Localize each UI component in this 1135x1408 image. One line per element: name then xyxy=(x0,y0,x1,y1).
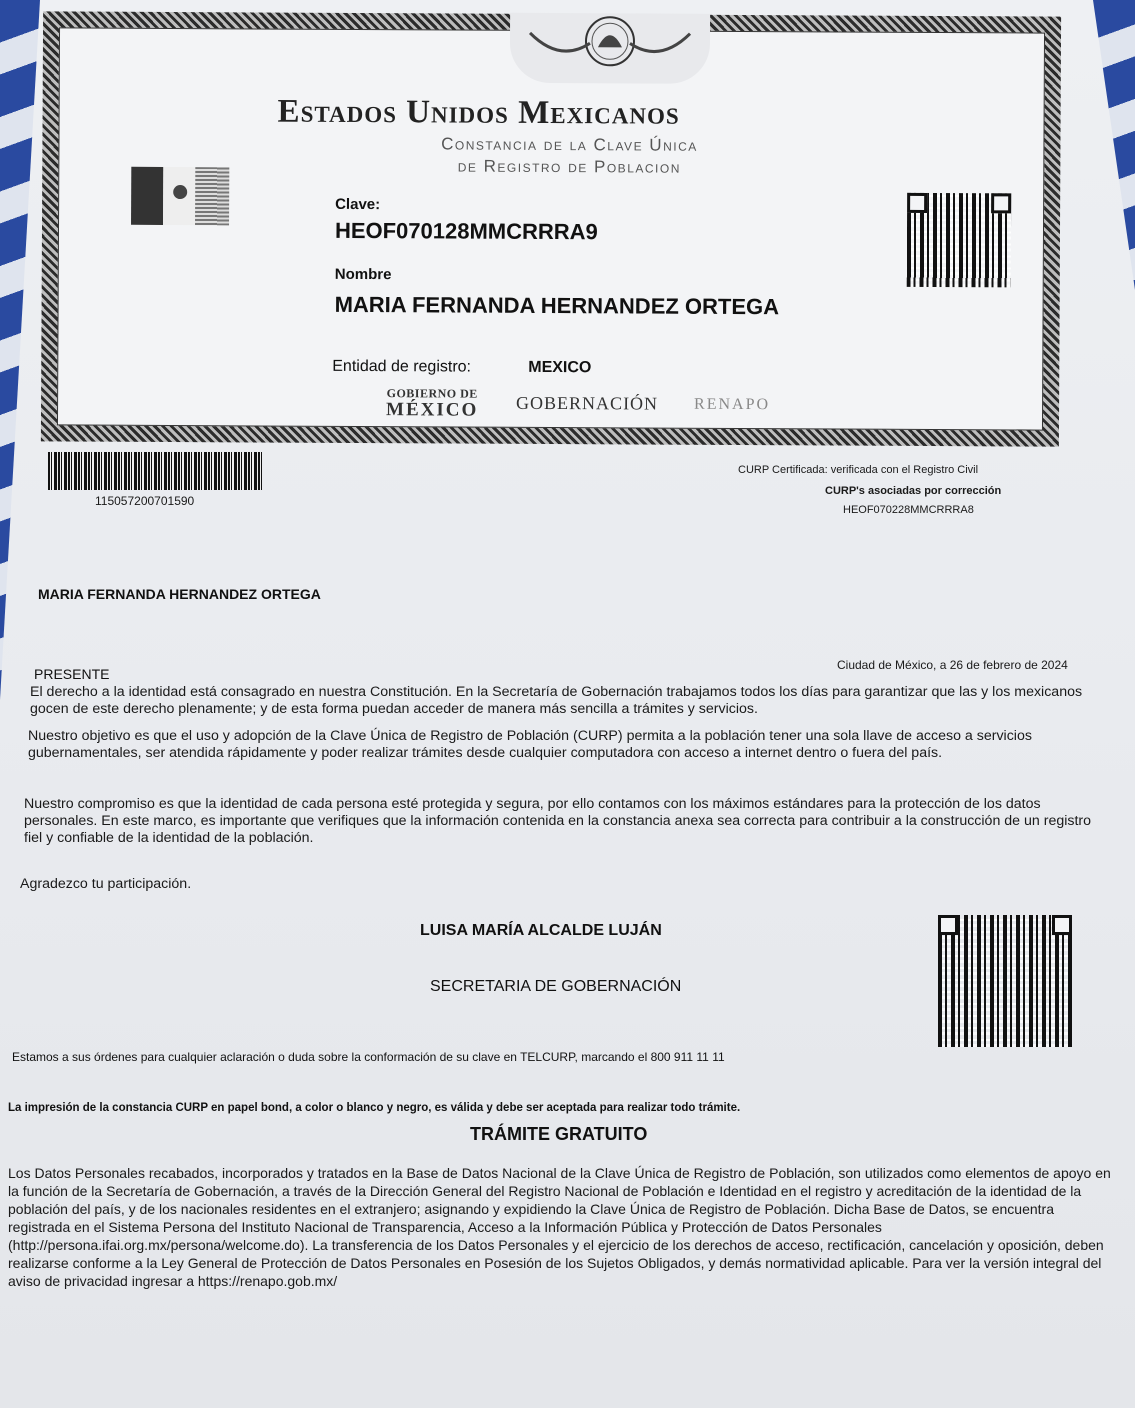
print-validity-note: La impresión de la constancia CURP en papel bond, a color o blanco y negro, es válida y debe ser aceptada para realizar todo trámite. xyxy=(8,1102,741,1114)
recipient-name: MARIA FERNANDA HERNANDEZ ORTEGA xyxy=(38,586,321,602)
certificate-subtitle-1: Constancia de la Clave Única xyxy=(441,134,698,155)
country-title: Estados Unidos Mexicanos xyxy=(277,93,680,132)
clave-label: Clave: xyxy=(335,195,381,214)
presente-label: PRESENTE xyxy=(34,666,110,682)
folio-number: 115057200701590 xyxy=(95,494,195,508)
nombre-label: Nombre xyxy=(334,265,392,284)
folio-barcode xyxy=(48,452,262,490)
entidad-value: MEXICO xyxy=(528,358,592,377)
gobernacion-logo: GOBERNACIÓN xyxy=(516,392,659,414)
national-seal xyxy=(510,13,710,84)
gobierno-logo-line1: GOBIERNO DE xyxy=(386,386,478,401)
gobierno-logo-line2: MÉXICO xyxy=(385,399,479,421)
certificate-qr-code xyxy=(907,193,1011,288)
signer-title: SECRETARIA DE GOBERNACIÓN xyxy=(430,978,682,995)
renapo-logo: RENAPO xyxy=(694,395,771,414)
paragraph-1: El derecho a la identidad está consagrado en nuestra Constitución. En la Secretaría de Gobernación trabajamos todos los días para garantizar que las y los mexicanos gocen de este derecho plenamente; y de esta forma puedan acceder de manera más sencilla a trámites y servicios. xyxy=(30,684,1083,717)
entidad-label: Entidad de registro: xyxy=(332,357,472,376)
paragraph-2: Nuestro objetivo es que el uso y adopción de la Clave Única de Registro de Población (CURP) permita a la población tener una sola llave de acceso a servicios gubernamentales, ser atendida rápidamente y poder realizar trámites desde cualquier computadora con acceso a internet dentro o fuera del país. xyxy=(28,728,1032,761)
eagle-seal-icon xyxy=(510,13,710,84)
certificate-frame xyxy=(41,11,1061,446)
flag-icon xyxy=(131,167,229,226)
letter-qr-code xyxy=(938,915,1072,1047)
signer-name: LUISA MARÍA ALCALDE LUJÁN xyxy=(420,922,662,939)
privacy-notice: Los Datos Personales recabados, incorporados y tratados en la Base de Datos Nacional de la Clave Única de Registro de Población, son utilizados como elementos de apoyo en la función de la Secretaría de Gobernación, a través de la Dirección General del Registro Nacional de Población e Identidad en el registro y acreditación de la identidad de la población del país, y de los nacionales residentes en el extranjero; asignando y expidiendo la Clave Única de Registro de Población. Dicha Base de Datos, se encuentra registrada en el Sistema Persona del Instituto Nacional de Transparencia, Acceso a la Información Pública y Protección de Datos Personales (http://persona.ifai.org.mx/persona/welcome.do). La transferencia de los Datos Personales y el ejercicio de los derechos de acceso, rectificación, cancelación y oposición, deben realizarse conforme a la Ley General de Protección de Datos Personales en Posesión de los Sujetos Obligados, y demás normatividad aplicable. Para ver la versión integral del aviso de privacidad ingresar a https://renapo.gob.mx/ xyxy=(8,1165,1111,1289)
certification-status: CURP Certificada: verificada con el Registro Civil xyxy=(738,464,979,476)
thanks-line: Agradezco tu participación. xyxy=(20,876,192,892)
place-date: Ciudad de México, a 26 de febrero de 2024 xyxy=(837,658,1068,672)
nombre-value: MARIA FERNANDA HERNANDEZ ORTEGA xyxy=(334,291,780,320)
tramite-gratuito: TRÁMITE GRATUITO xyxy=(470,1124,648,1144)
clave-value: HEOF070128MMCRRRA9 xyxy=(334,217,598,245)
certificate-panel xyxy=(57,27,1045,430)
associated-curp-label: CURP's asociadas por corrección xyxy=(825,485,1002,497)
certificate-subtitle-2: de Registro de Poblacion xyxy=(457,156,681,177)
paragraph-3: Nuestro compromiso es que la identidad de cada persona esté protegida y segura, por ello contamos con los máximos estándares para la protección de los datos personales. En este marco, es importante que verifiques que la información contenida en la constancia anexa sea correcta para contribuir a la construcción de un registro fiel y confiable de la identidad de la población. xyxy=(24,796,1092,846)
associated-curp-value: HEOF070228MMCRRRA8 xyxy=(843,504,974,516)
gobierno-mexico-logo xyxy=(386,386,478,419)
telcurp-note: Estamos a sus órdenes para cualquier aclaración o duda sobre la conformación de su clave en TELCURP, marcando el 800 911 11 11 xyxy=(12,1050,725,1064)
